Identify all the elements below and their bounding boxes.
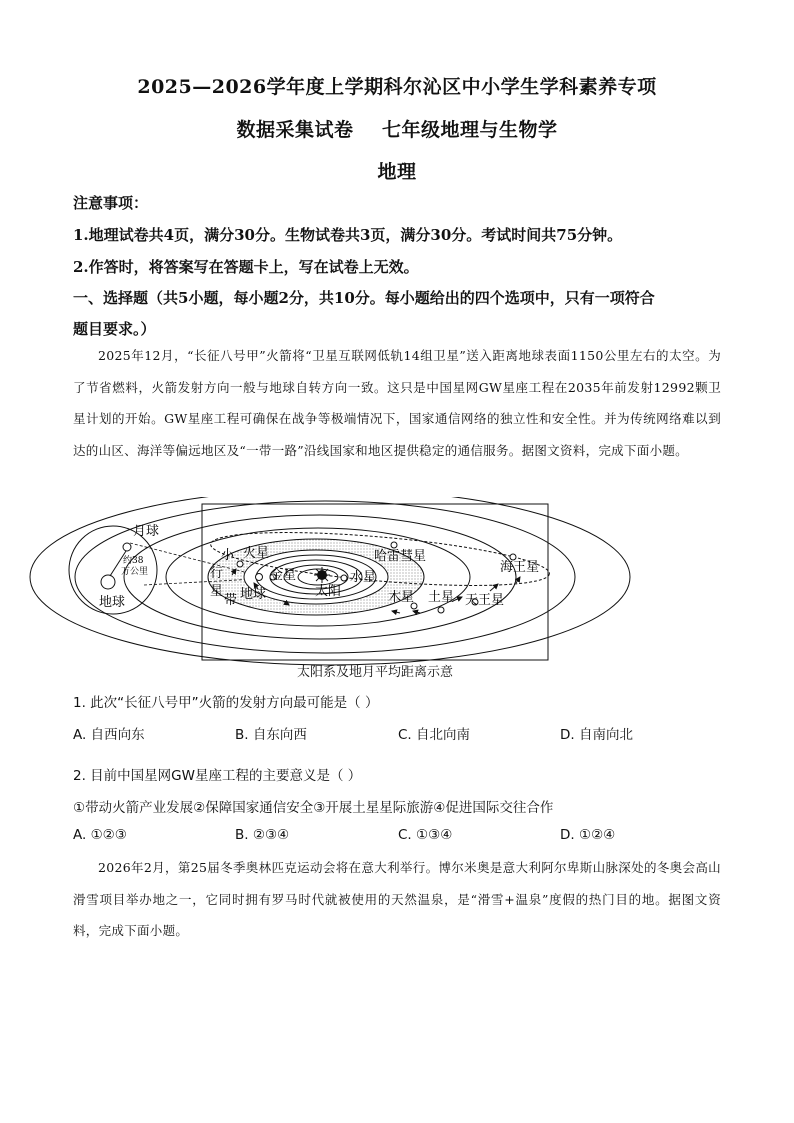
saturn-label: 土星 bbox=[428, 590, 455, 605]
q1-stem: 1. 此次“长征八号甲”火箭的发射方向最可能是（ ） bbox=[73, 695, 379, 711]
uranus-label: 天王星 bbox=[465, 593, 505, 608]
venus-label: 金星 bbox=[270, 568, 297, 583]
section1-heading: 一、选择题（共5小题，每小题2分，共10分。每小题给出的四个选项中，只有一项符合 bbox=[73, 289, 655, 307]
q1-option-b[interactable]: B. 自东向西 bbox=[235, 727, 307, 743]
earth-orbit-icon bbox=[256, 574, 263, 581]
q1-option-d[interactable]: D. 自南向北 bbox=[560, 727, 633, 743]
notice-item-2: 2.作答时，将答案写在答题卡上，写在试卷上无效。 bbox=[73, 258, 419, 276]
moon-label: 月球 bbox=[133, 524, 160, 539]
subject-title: 地理 bbox=[377, 161, 417, 183]
q1-option-c[interactable]: C. 自北向南 bbox=[398, 727, 471, 743]
halley-label: 哈雷彗星 bbox=[374, 549, 427, 564]
mars-label: 火星 bbox=[243, 546, 270, 561]
asteroid-belt-label-4: 带 bbox=[224, 593, 238, 608]
earth-icon bbox=[101, 575, 115, 589]
asteroid-belt-label-3: 星 bbox=[210, 584, 224, 599]
mercury-label: 水星 bbox=[350, 570, 377, 585]
notice-item-1: 1.地理试卷共4页，满分30分。生物试卷共3页，满分30分。考试时间共75分钟。 bbox=[73, 226, 623, 244]
earth-label: 地球 bbox=[99, 595, 126, 610]
q2-option-c[interactable]: C. ①③④ bbox=[398, 827, 453, 843]
sun-label: 太阳 bbox=[315, 584, 342, 599]
asteroid-belt-label-1: 小 bbox=[221, 548, 235, 563]
passage-rocket: 2025年12月，“长征八号甲”火箭将“卫星互联网低轨14组卫星”送入距离地球表面1150公里左右的太空。为了节省燃料，火箭发射方向一般与地球自转方向一致。这只是中国星网GW星座工程在2035年前发射12992颗卫星计划的开始。GW星座工程可确保在战争等极端情况下，国家通信网络的独立性和安全性。并为传统网络难以到达的山区、海洋等偏远地区及“一带一路”沿线国家和地区提供稳定的通信服务。据图文资料，完成下面小题。 bbox=[73, 348, 721, 458]
halley-icon bbox=[391, 542, 397, 548]
passage-olympics: 2026年2月，第25届冬季奥林匹克运动会将在意大利举行。博尔米奥是意大利阿尔卑斯山脉深处的冬奥会高山滑雪项目举办地之一，它同时拥有罗马时代就被使用的天然温泉，是“滑雪+温泉”度假的热门目的地。据图文资料，完成下面小题。 bbox=[73, 860, 721, 938]
notice-heading: 注意事项： bbox=[73, 194, 149, 212]
exam-title-line1: 2025—2026学年度上学期科尔沁区中小学生学科素养专项 bbox=[137, 76, 657, 98]
q2-option-a[interactable]: A. ①②③ bbox=[73, 827, 127, 843]
moon-icon bbox=[123, 543, 131, 551]
neptune-label: 海王星 bbox=[500, 560, 540, 575]
earth-orbit-label: 地球 bbox=[240, 587, 267, 602]
q2-choices: ①带动火箭产业发展②保障国家通信安全③开展土星星际旅游④促进国际交往合作 bbox=[73, 800, 554, 816]
mars-icon bbox=[237, 561, 243, 567]
distance-label-1: 约38 bbox=[123, 556, 144, 566]
jupiter-label: 木星 bbox=[388, 590, 415, 605]
q1-option-a[interactable]: A. 自西向东 bbox=[73, 727, 145, 743]
figure-caption: 太阳系及地月平均距离示意 bbox=[296, 665, 453, 680]
section1-heading-cont: 题目要求。） bbox=[73, 320, 156, 338]
q2-option-b[interactable]: B. ②③④ bbox=[235, 827, 290, 843]
distance-label-2: 万公里 bbox=[121, 567, 149, 577]
q2-stem: 2. 目前中国星网GW星座工程的主要意义是（ ） bbox=[73, 768, 362, 784]
mercury-icon bbox=[341, 575, 347, 581]
asteroid-belt-label-2: 行 bbox=[210, 566, 224, 581]
saturn-icon bbox=[438, 607, 444, 613]
q2-option-d[interactable]: D. ①②④ bbox=[560, 827, 616, 843]
exam-title-line2: 数据采集试卷 七年级地理与生物学 bbox=[236, 119, 558, 141]
